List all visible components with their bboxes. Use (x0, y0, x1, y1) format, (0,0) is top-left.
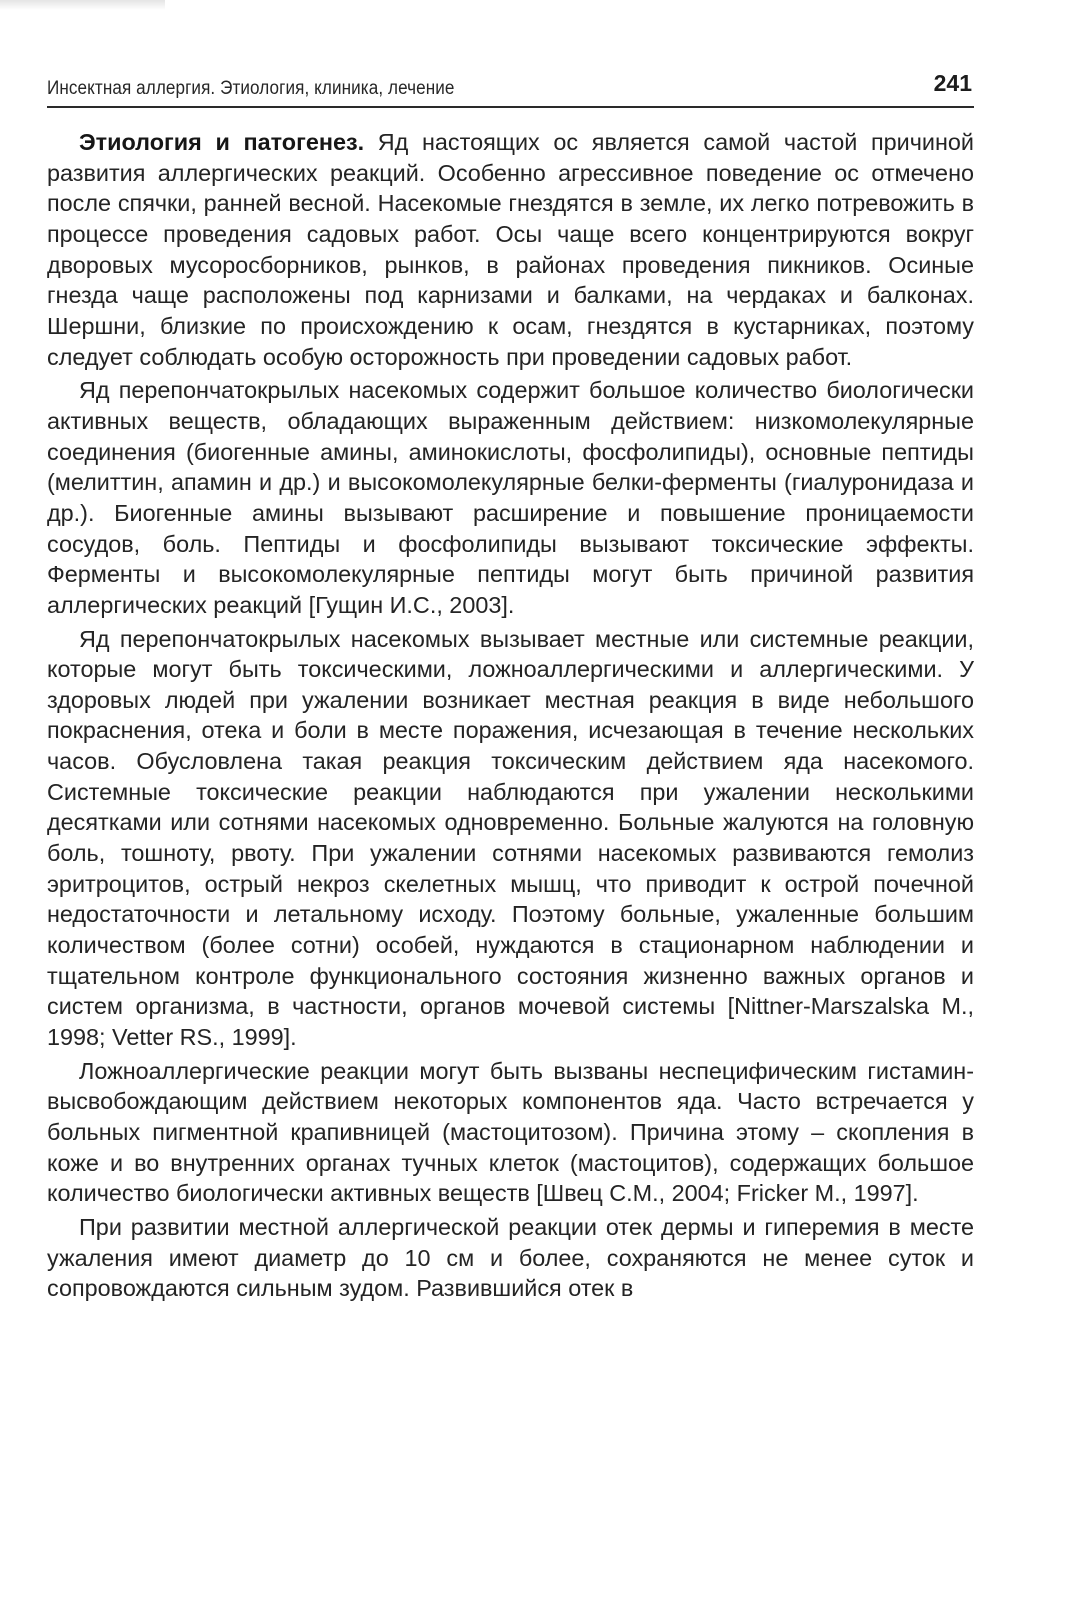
page-number: 241 (933, 70, 972, 96)
paragraph-text: Яд настоящих ос является самой частой причиной развития аллергических реакций. Особенно агрессивное поведение ос отмечено после спячки, ранней весной. Насекомые гнездятся в земле, их легко потревожить в процессе проведения садовых работ. Осы чаще всего концентрируются вокруг дворовых мусоросборников, рынков, в районах проведения пикников. Осиные гнезда чаще расположены под карнизами и балками, на чердаках и балконах. Шершни, близкие по происхождению к осам, гнездятся в кустарниках, поэтому следует соблюдать особую осторожность при проведении садовых работ. (47, 129, 974, 370)
paragraph-reactions (47, 624, 974, 1053)
scan-artifact (0, 0, 165, 10)
paragraph-etiology (47, 127, 974, 372)
paragraph-text: Ложноаллергические реакции могут быть вызваны неспецифическим гистамин-высвобождающим действием некоторых компонентов яда. Часто встречается у больных пигментной крапивницей (мастоцитозом). Причина этому – скопления в коже и во внутренних органах тучных клеток (мастоцитов), содержащих большое количество биологически активных веществ [Швец С.М., 2004; Fricker M., 1997]. (47, 1057, 974, 1207)
paragraph-local-allergic (47, 1212, 974, 1304)
paragraph-venom-composition (47, 375, 974, 620)
main-text (47, 127, 974, 1307)
paragraph-text: Яд перепончатокрылых насекомых вызывает местные или системные реакции, которые могут быть токсическими, ложноаллергическими и аллергическими. У здоровых людей при ужалении возникает местная реакция в виде небольшого покраснения, отека и боли в месте поражения, исчезающая в течение нескольких часов. Обусловлена такая реакция токсическим действием яда насекомого. Системные токсические реакции наблюдаются при ужалении несколькими десятками или сотнями насекомых одновременно. Больные жалуются на головную боль, тошноту, рвоту. При ужалении сотнями насекомых развиваются гемолиз эритроцитов, острый некроз скелетных мышц, что приводит к острой почечной недостаточности и летальному исходу. Поэтому больные, ужаленные большим количеством (более сотни) особей, нуждаются в стационарном наблюдении и тщательном контроле функционального состояния жизненно важных органов и систем организма, в частности, органов мочевой системы [Nittner-Marszalska M., 1998; Vetter RS., 1999]. (47, 625, 974, 1051)
section-heading: Этиология и патогенез. (79, 129, 365, 155)
page-header (47, 64, 974, 108)
running-title: Инсектная аллергия. Этиология, клиника, лечение (47, 78, 455, 99)
paragraph-text: При развитии местной аллергической реакции отек дермы и гиперемия в месте ужаления имеют диаметр до 10 см и более, сохраняются не менее суток и сопровождаются сильным зудом. Развившийся отек в (47, 1213, 974, 1302)
paragraph-pseudoallergic (47, 1056, 974, 1209)
paragraph-text: Яд перепончатокрылых насекомых содержит большое количество биологически активных веществ, обладающих выраженным действием: низкомолекулярные соединения (биогенные амины, аминокислоты, фосфолипиды), основные пептиды (мелиттин, апамин и др.) и высокомолекулярные белки-ферменты (гиалуронидаза и др.). Биогенные амины вызывают расширение и повышение проницаемости сосудов, боль. Пептиды и фосфолипиды вызывают токсические эффекты. Ферменты и высокомолекулярные пептиды могут быть причиной развития аллергических реакций [Гущин И.С., 2003]. (47, 377, 974, 618)
